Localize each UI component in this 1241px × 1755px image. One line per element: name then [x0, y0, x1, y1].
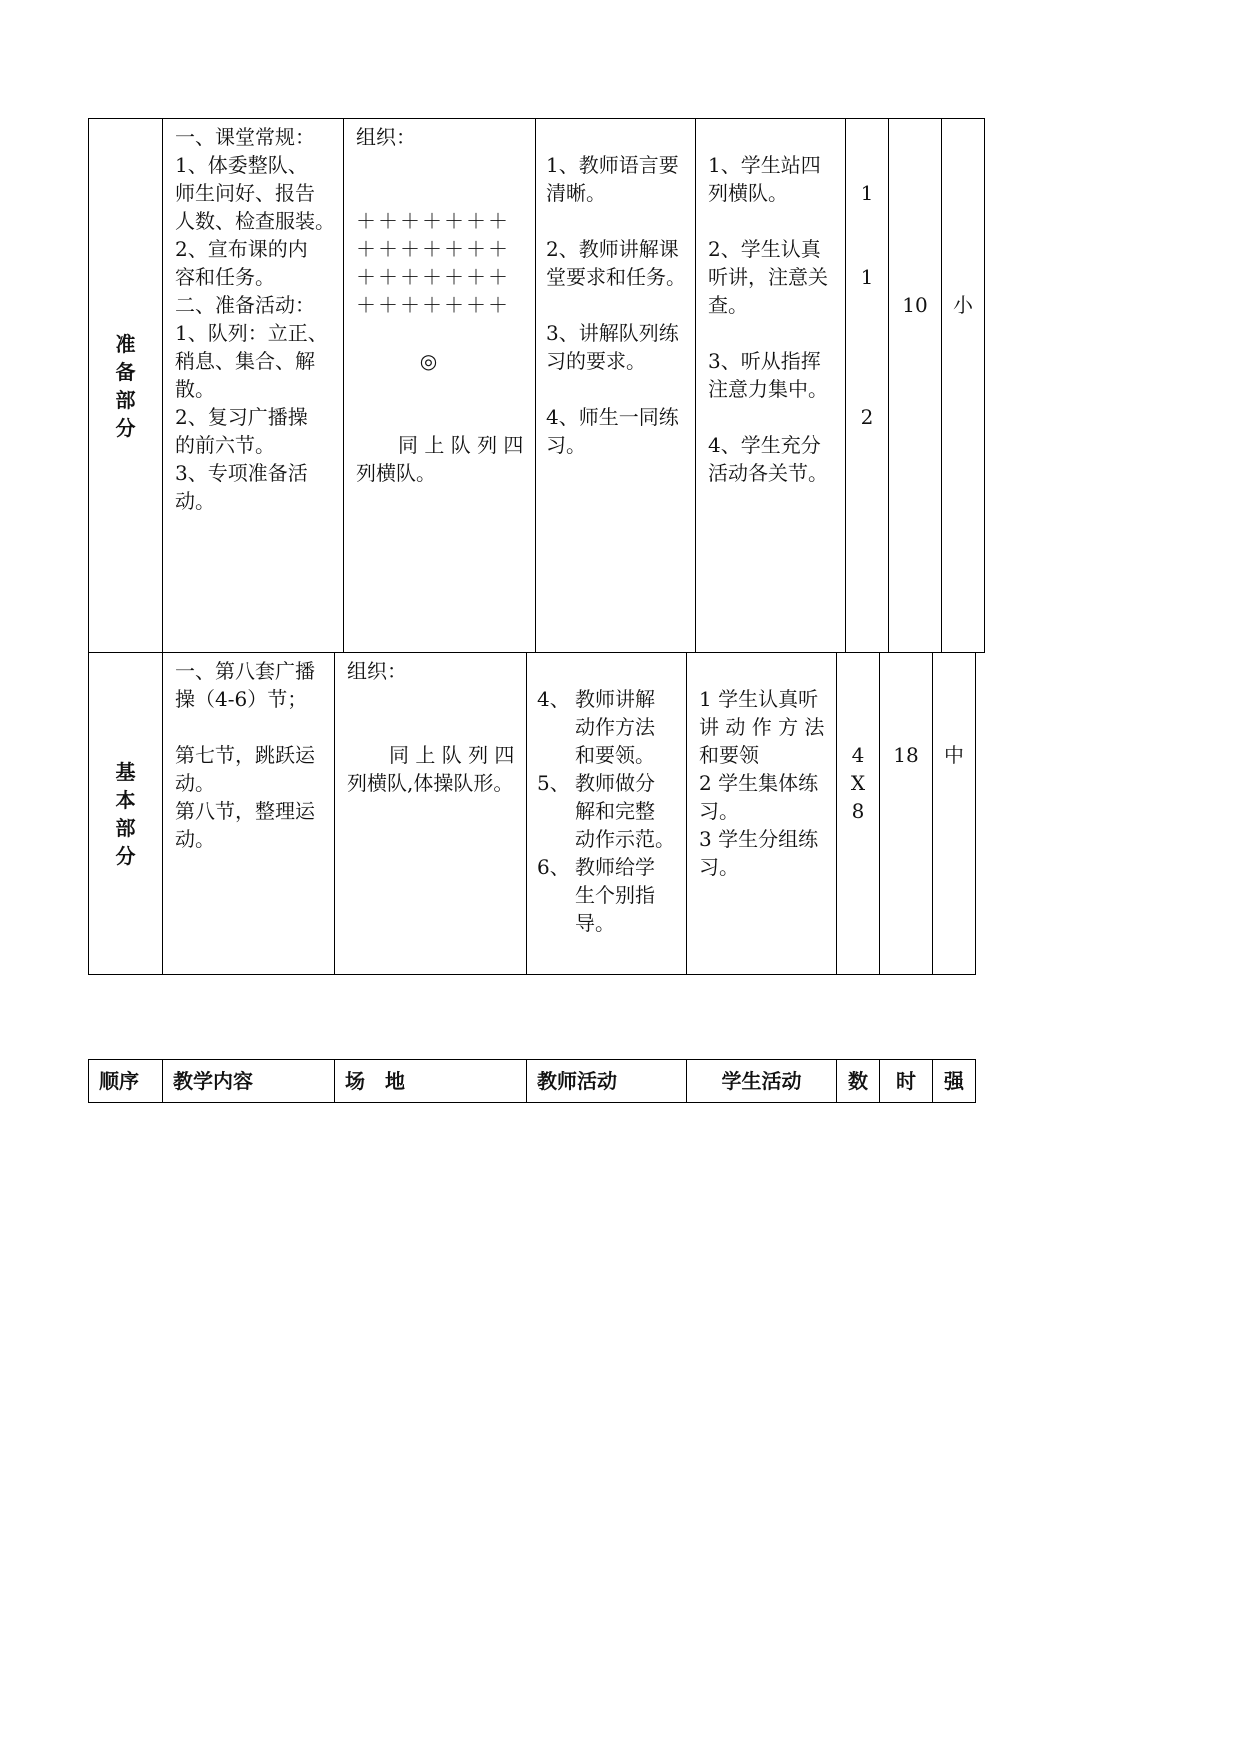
formation-row: ＋＋＋＋＋＋＋: [356, 293, 510, 317]
org-title: 组织：: [356, 125, 416, 149]
list-item: 6、 教师给学 生个别指 导。: [537, 855, 655, 935]
prep-section-label: 准 备 部 分: [89, 119, 163, 653]
list-item: 5、 教师做分 解和完整 动作示范。: [537, 771, 675, 851]
formation-row: ＋＋＋＋＋＋＋: [356, 209, 510, 233]
prep-count-cell: 1 1 2: [846, 119, 889, 653]
basic-intensity-cell: 中: [933, 653, 976, 975]
header-content: 教学内容: [163, 1060, 335, 1103]
prep-section-table: [88, 118, 985, 653]
basic-teacher-activity-cell: [527, 653, 687, 975]
prep-time-cell: 10: [889, 119, 942, 653]
basic-time-cell: 18: [880, 653, 933, 975]
header-intensity: 强: [933, 1060, 976, 1103]
basic-count-cell: 4 X 8: [837, 653, 880, 975]
prep-student-activity-cell: 1、学生站四 列横队。 2、学生认真 听讲，注意关 查。 3、听从指挥 注意力集中。 4、学生充分 活动各关节。: [696, 119, 846, 653]
header-student-activity: 学生活动: [687, 1060, 837, 1103]
header-count: 数: [837, 1060, 880, 1103]
column-header-table: [88, 1059, 976, 1103]
prep-organization-cell: 组织： ＋＋＋＋＋＋＋ ＋＋＋＋＋＋＋ ＋＋＋＋＋＋＋ ＋＋＋＋＋＋＋ ◎ 同 上 队 列 四 列横队。: [344, 119, 536, 653]
basic-section-table: [88, 652, 976, 975]
prep-intensity-cell: 小: [942, 119, 985, 653]
formation-row: ＋＋＋＋＋＋＋: [356, 237, 510, 261]
header-venue: 场 地: [335, 1060, 527, 1103]
teacher-position-icon: ◎: [419, 349, 438, 373]
formation-diagram: [356, 207, 527, 319]
basic-student-activity-cell: 1 学生认真听 讲 动 作 方 法 和要领 2 学生集体练 习。 3 学生分组练 习。: [687, 653, 837, 975]
basic-section-label: 基 本 部 分: [89, 653, 163, 975]
prep-content-cell: 一、课堂常规： 1、体委整队、 师生问好、报告 人数、检查服装。 2、宣布课的内 容和任务。 二、准备活动： 1、队列：立正、 稍息、集合、解 散。 2、复习广播操 的前六节。 3、专项准备活 动。: [163, 119, 344, 653]
basic-content-cell: 一、第八套广播 操（4-6）节； 第七节，跳跃运 动。 第八节，整理运 动。: [163, 653, 335, 975]
prep-teacher-activity-cell: 1、教师语言要 清晰。 2、教师讲解课 堂要求和任务。 3、讲解队列练 习的要求。 4、师生一同练 习。: [536, 119, 696, 653]
header-time: 时: [880, 1060, 933, 1103]
list-item: 4、 教师讲解 动作方法 和要领。: [537, 687, 655, 767]
formation-row: ＋＋＋＋＋＋＋: [356, 265, 510, 289]
header-teacher-activity: 教师活动: [527, 1060, 687, 1103]
basic-organization-cell: 组织： 同 上 队 列 四 列横队,体操队形。: [335, 653, 527, 975]
header-order: 顺序: [89, 1060, 163, 1103]
